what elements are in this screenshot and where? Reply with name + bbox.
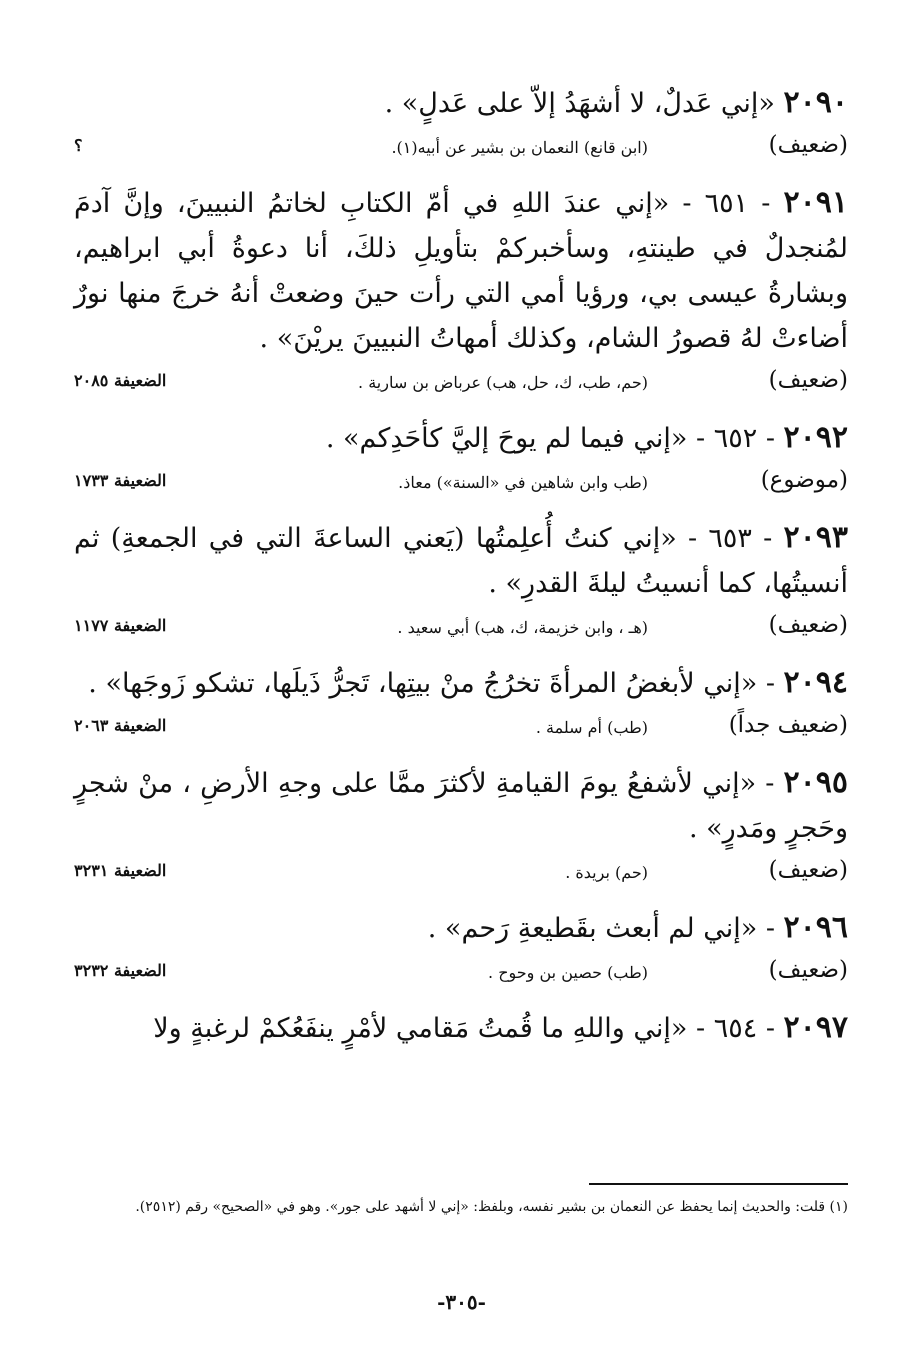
hadith-2094 [74, 660, 848, 706]
hadith-2097 [74, 1005, 848, 1051]
source-line [74, 955, 848, 997]
page-body [74, 80, 848, 1051]
grade-label: (ضعيف) [768, 857, 848, 883]
hadith-2091 [74, 180, 848, 361]
hadith-number: ٢٠٩٤ [783, 665, 848, 700]
page-number: -٣٠٥- [437, 1290, 486, 1314]
hadith-2096 [74, 905, 848, 951]
grade-label: (ضعيف) [768, 132, 848, 158]
source-line [74, 855, 848, 897]
grade-label: (ضعيف) [768, 957, 848, 983]
grade-label: (ضعيف) [768, 367, 848, 393]
grade-label: (موضوع) [760, 467, 848, 493]
source-reference: (هـ ، وابن خزيمة، ك، هب) أبي سعيد . [397, 618, 648, 637]
footnote: (١) قلت: والحديث إنما يحفظ عن النعمان بن بشير نفسه، وبلفظ: «إني لا أشهد على جور». وهو في «الصحيح» رقم (٢٥١٢). [135, 1199, 848, 1215]
hadith-2093 [74, 515, 848, 606]
footnote-divider [589, 1183, 848, 1185]
hadith-2090 [74, 80, 848, 126]
cross-reference: الضعيفة ١١٧٧ [74, 616, 167, 635]
cross-reference: الضعيفة ٢٠٦٣ [74, 716, 167, 735]
hadith-text: - ٦٥٣ - «إني كنتُ أُعلِمتُها (يَعني الساعةَ التي في الجمعةِ) ثم أنسيتُها، كما أنسيتُ ليلةَ القدرِ» . [74, 523, 848, 599]
hadith-2095 [74, 760, 848, 851]
source-reference: (طب) أم سلمة . [535, 718, 648, 737]
hadith-number: ٢٠٩٠ [783, 85, 848, 120]
cross-reference: ؟ [74, 136, 83, 155]
hadith-text: «إني عَدلٌ، لا أشهَدُ إلاّ على عَدلٍ» . [384, 88, 775, 119]
hadith-text: - ٦٥١ - «إني عندَ اللهِ في أمّ الكتابِ لخاتمُ النبيينَ، وإنَّ آدمَ لمُنجدلٌ في طينتهِ، وسأخبركمْ بتأويلِ ذلكَ، أنا دعوةُ أبي ابراهيم، وبشارةُ عيسى بي، ورؤيا أمي التي رأت حينَ وضعتْ أنهُ خرجَ منها نورٌ أضاءتْ لهُ قصورُ الشام، وكذلك أمهاتُ النبيينَ يريْنَ» . [74, 188, 848, 354]
cross-reference: الضعيفة ٢٠٨٥ [74, 371, 167, 390]
source-line [74, 365, 848, 407]
hadith-number: ٢٠٩١ [783, 185, 848, 220]
hadith-number: ٢٠٩٥ [783, 765, 848, 800]
hadith-number: ٢٠٩٢ [783, 420, 848, 455]
grade-label: (ضعيف) [768, 612, 848, 638]
hadith-text: - «إني لم أبعث بقَطيعةِ رَحم» . [427, 913, 775, 944]
source-reference: (ابن قانع) النعمان بن بشير عن أبيه(١). [391, 138, 648, 157]
cross-reference: الضعيفة ١٧٣٣ [74, 471, 167, 490]
hadith-text: - «إني لأبغضُ المرأةَ تخرُجُ منْ بيتِها، تَجرُّ ذَيلَها، تشكو زَوجَها» . [88, 668, 775, 699]
source-line [74, 610, 848, 652]
source-reference: (حم، طب، ك، حل، هب) عرباض بن سارية . [358, 373, 648, 392]
hadith-text: - ٦٥٤ - «إني واللهِ ما قُمتُ مَقامي لأمْرٍ ينفَعُكمْ لرغبةٍ ولا [153, 1013, 775, 1044]
grade-label: (ضعيف جداً) [728, 712, 848, 738]
hadith-number: ٢٠٩٧ [783, 1010, 848, 1045]
source-line [74, 710, 848, 752]
hadith-2092 [74, 415, 848, 461]
cross-reference: الضعيفة ٣٢٣١ [74, 861, 167, 880]
source-reference: (طب) حصين بن وحوح . [488, 963, 648, 982]
hadith-text: - ٦٥٢ - «إني فيما لم يوحَ إليَّ كأحَدِكم» . [325, 423, 775, 454]
source-reference: (طب وابن شاهين في «السنة») معاذ. [398, 473, 648, 492]
hadith-number: ٢٠٩٣ [783, 520, 848, 555]
hadith-text: - «إني لأشفعُ يومَ القيامةِ لأكثرَ ممَّا على وجهِ الأرضِ ، منْ شجرٍ وحَجرٍ ومَدرٍ» . [74, 768, 848, 844]
hadith-number: ٢٠٩٦ [783, 910, 848, 945]
source-reference: (حم) بريدة . [565, 863, 648, 882]
source-line [74, 465, 848, 507]
source-line [74, 130, 848, 172]
cross-reference: الضعيفة ٣٢٣٢ [74, 961, 167, 980]
